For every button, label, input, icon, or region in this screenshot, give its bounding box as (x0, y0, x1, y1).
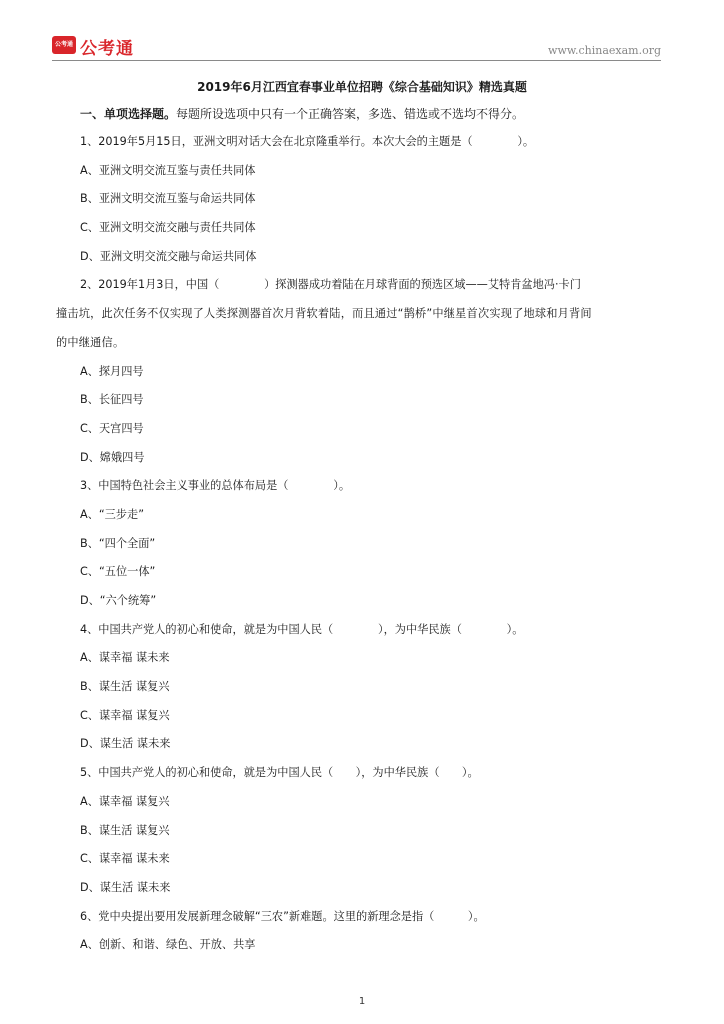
header-divider (52, 60, 661, 61)
question-line: 5、中国共产党人的初心和使命，就是为中国人民（ ），为中华民族（ ）。 (80, 766, 479, 780)
answer-option: A、谋幸福 谋复兴 (80, 794, 170, 808)
section-heading-line (80, 100, 662, 128)
document-body (56, 100, 662, 960)
document-title: 2019年6月江西宜春事业单位招聘《综合基础知识》精选真题 (197, 80, 527, 94)
page-number: 1 (358, 996, 366, 1007)
answer-option: A、亚洲文明交流互鉴与责任共同体 (80, 163, 256, 177)
answer-option: B、“四个全面” (80, 536, 156, 550)
section-instruction: 每题所设选项中只有一个正确答案，多选、错选或不选均不得分。 (176, 107, 525, 121)
answer-option: B、谋生活 谋复兴 (80, 823, 170, 837)
question-list (56, 128, 662, 960)
answer-option: B、亚洲文明交流互鉴与命运共同体 (80, 192, 256, 206)
answer-option: A、创新、和谐、绿色、开放、共享 (80, 938, 256, 952)
answer-option: D、“六个统筹” (80, 594, 157, 607)
question-continuation-line: 撞击坑，此次任务不仅实现了人类探测器首次月背软着陆，而且通过“鹊桥”中继星首次实现了地球和月背间 (56, 307, 592, 321)
question-line: 3、中国特色社会主义事业的总体布局是（ ）。 (80, 479, 351, 493)
question-continuation-line: 的中继通信。 (56, 335, 125, 349)
answer-option: D、亚洲文明交流交融与命运共同体 (80, 249, 257, 263)
answer-option: C、谋幸福 谋复兴 (80, 708, 170, 722)
question-line: 1、2019年5月15日，亚洲文明对话大会在北京隆重举行。本次大会的主题是（ ）。 (80, 135, 535, 148)
section-heading: 一、单项选择题。 (80, 107, 177, 121)
site-url: www.chinaexam.org (548, 44, 661, 57)
answer-option: C、“五位一体” (80, 565, 156, 579)
logo-badge: 公考通 (52, 36, 76, 54)
answer-option: C、谋幸福 谋未来 (80, 852, 170, 866)
answer-option: C、天宫四号 (80, 421, 144, 435)
question-line: 6、党中央提出要用发展新理念破解“三农”新难题。这里的新理念是指（ ）。 (80, 909, 485, 923)
answer-option: D、嫦娥四号 (80, 450, 145, 464)
answer-option: D、谋生活 谋未来 (80, 737, 171, 751)
answer-option: A、“三步走” (80, 507, 144, 521)
answer-option: A、谋幸福 谋未来 (80, 651, 170, 665)
answer-option: A、探月四号 (80, 364, 144, 378)
answer-option: C、亚洲文明交流交融与责任共同体 (80, 221, 256, 235)
question-line: 2、2019年1月3日，中国（ ）探测器成功着陆在月球背面的预选区域——艾特肯盆地冯·卡门 (80, 278, 581, 292)
answer-option: B、谋生活 谋复兴 (80, 680, 170, 694)
logo-text: 公考通 (80, 39, 134, 59)
question-line: 4、中国共产党人的初心和使命，就是为中国人民（ ），为中华民族（ ）。 (80, 622, 524, 636)
answer-option: D、谋生活 谋未来 (80, 880, 171, 894)
answer-option: B、长征四号 (80, 393, 144, 407)
